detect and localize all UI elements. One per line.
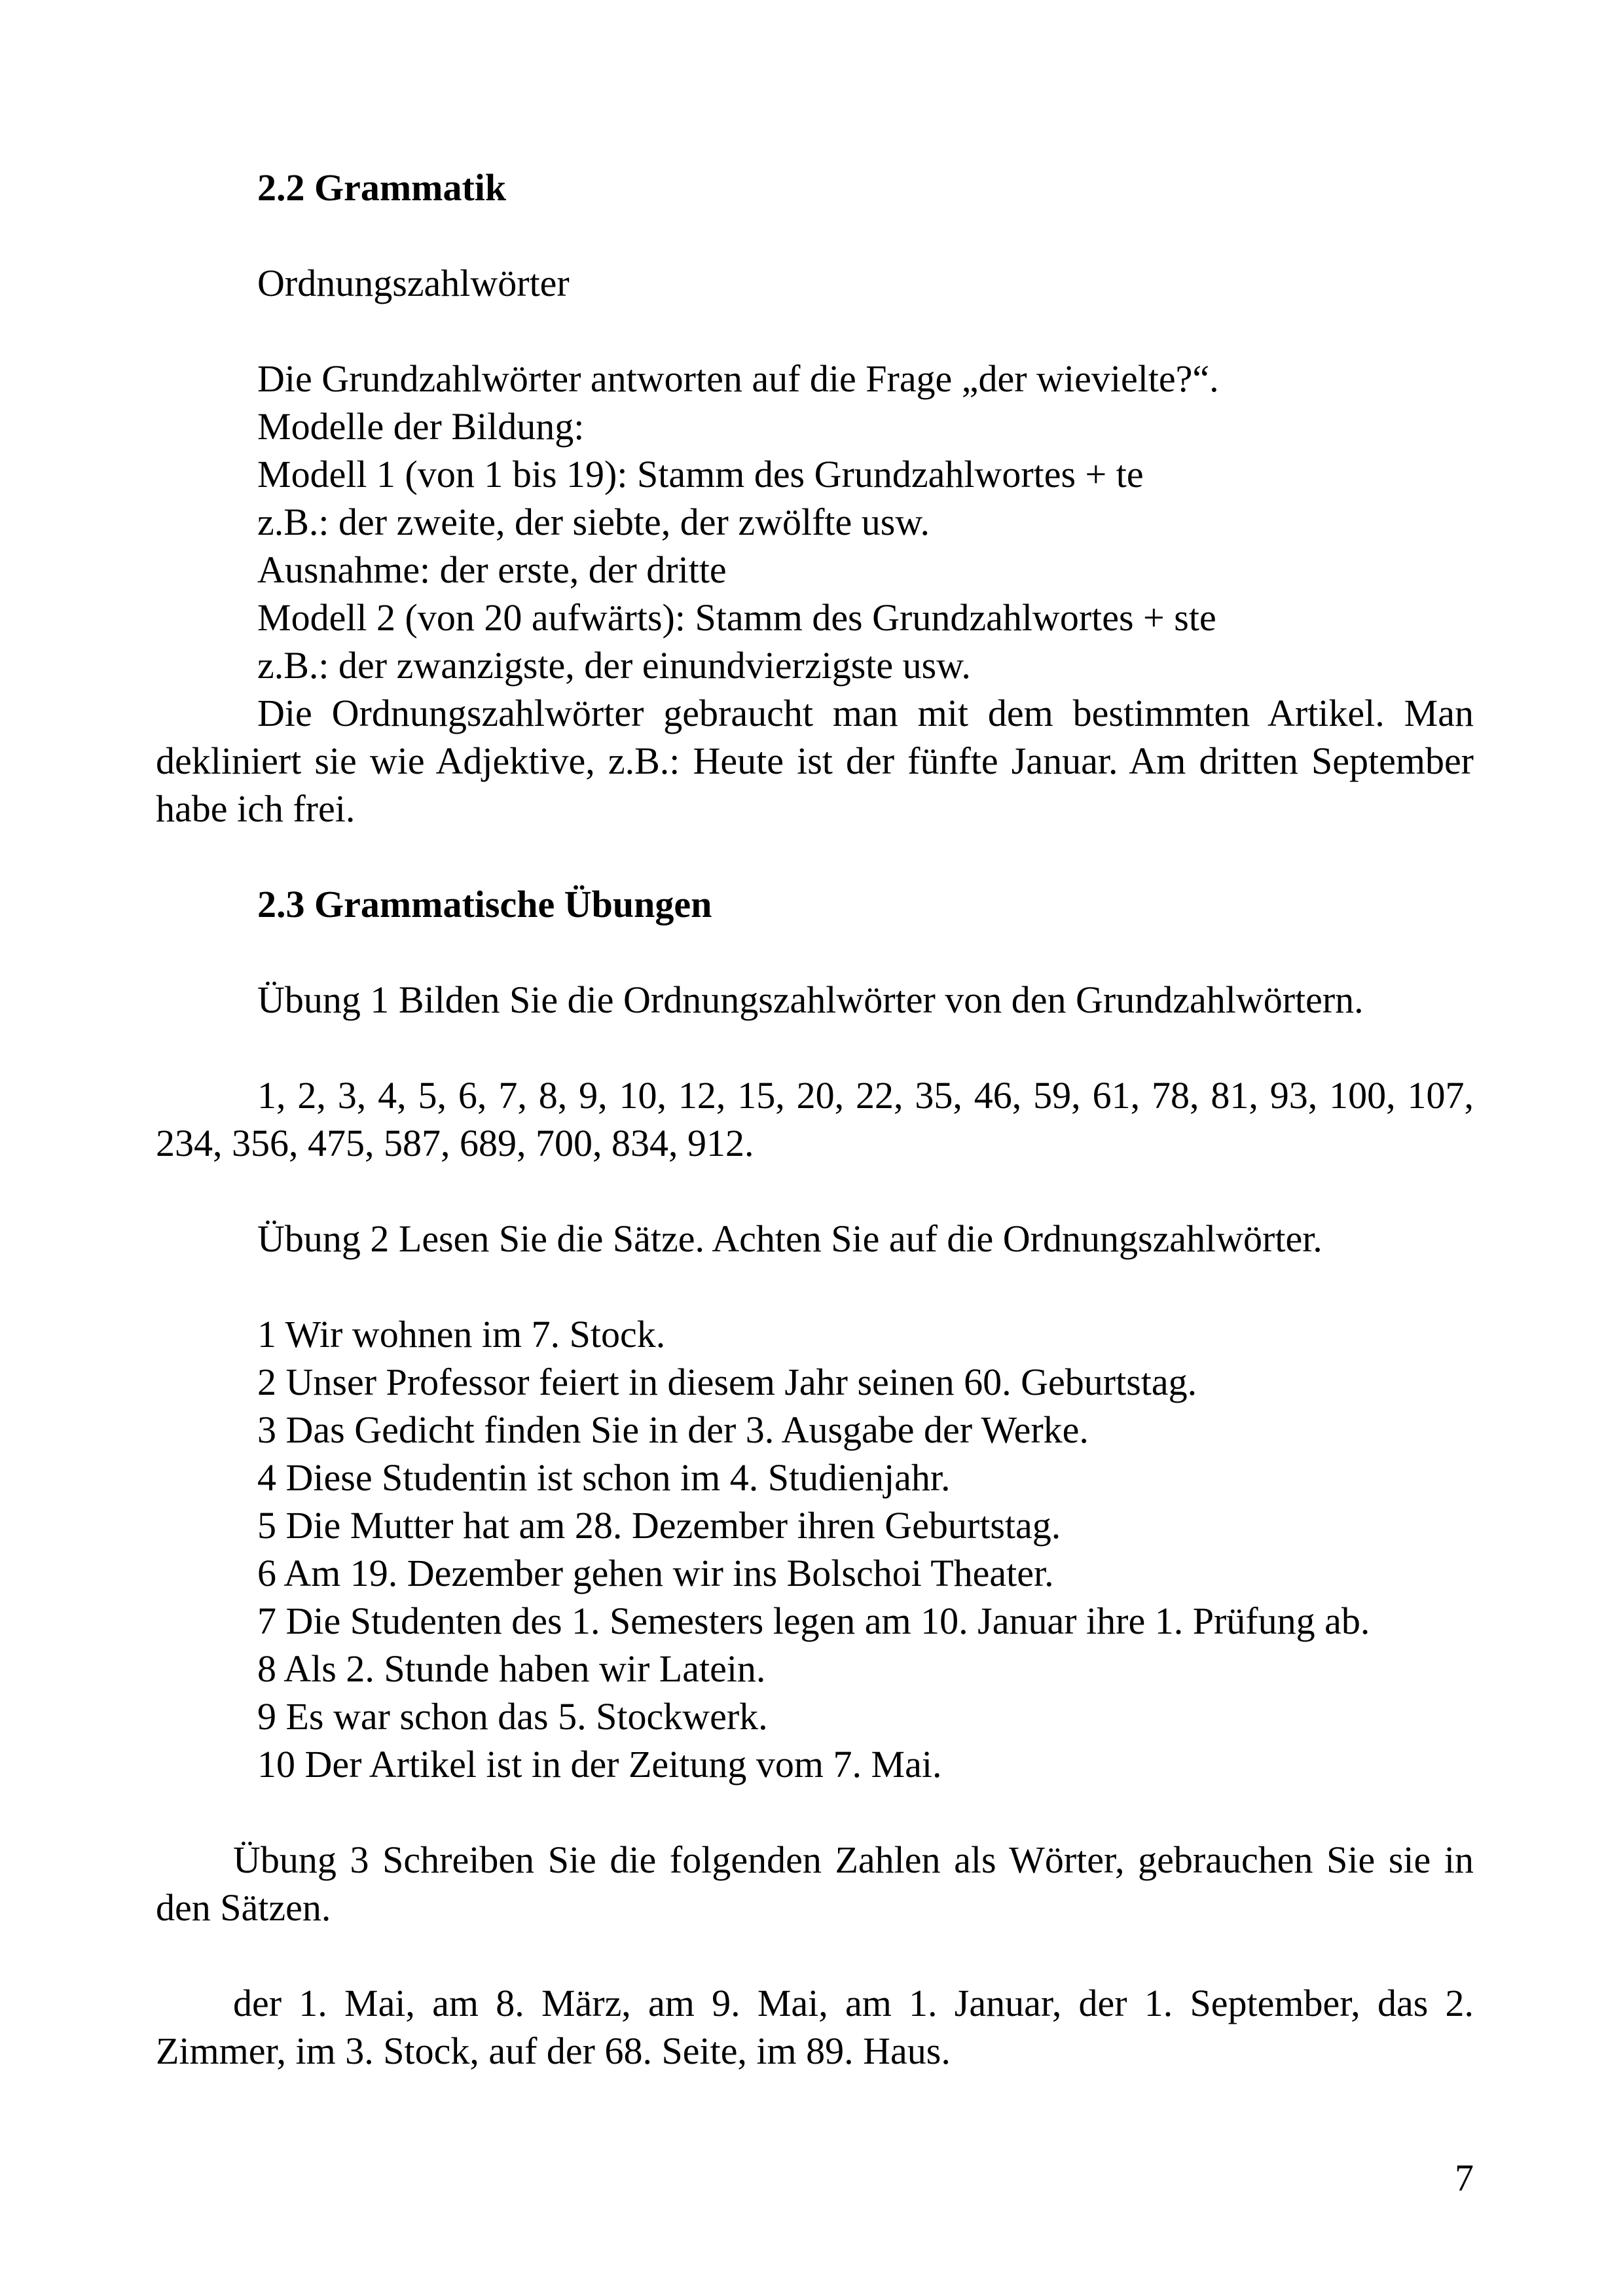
blank-line bbox=[156, 307, 1474, 355]
text-line: 1, 2, 3, 4, 5, 6, 7, 8, 9, 10, 12, 15, 20, 22, 35, 46, 59, 61, 78, 81, 93, 100, 107, bbox=[257, 1074, 1474, 1117]
text-line: 6 Am 19. Dezember gehen wir ins Bolschoi Theater. bbox=[257, 1552, 1054, 1594]
blank-line bbox=[156, 1263, 1474, 1310]
blank-line bbox=[156, 1024, 1474, 1071]
page-number: 7 bbox=[1455, 2157, 1474, 2199]
text-line: dekliniert sie wie Adjektive, z.B.: Heute ist der fünfte Januar. Am dritten September bbox=[156, 740, 1474, 782]
text-line: den Sätzen. bbox=[156, 1886, 331, 1929]
text-line: Modell 1 (von 1 bis 19): Stamm des Grundzahlwortes + te bbox=[257, 453, 1144, 495]
text-line: 234, 356, 475, 587, 689, 700, 834, 912. bbox=[156, 1122, 754, 1164]
text-line: 9 Es war schon das 5. Stockwerk. bbox=[257, 1695, 768, 1738]
text-line: Ausnahme: der erste, der dritte bbox=[257, 548, 727, 591]
text-line: Übung 1 Bilden Sie die Ordnungszahlwörter von den Grundzahlwörtern. bbox=[257, 978, 1364, 1021]
text-line: 8 Als 2. Stunde haben wir Latein. bbox=[257, 1647, 766, 1690]
text-line: Ordnungszahlwörter bbox=[257, 262, 570, 304]
blank-line bbox=[156, 1167, 1474, 1215]
text-line: z.B.: der zwanzigste, der einundvierzigste usw. bbox=[257, 644, 971, 687]
blank-line bbox=[156, 928, 1474, 976]
text-line: Modelle der Bildung: bbox=[257, 405, 585, 448]
text-line: 4 Diese Studentin ist schon im 4. Studienjahr. bbox=[257, 1456, 951, 1499]
text-line: 5 Die Mutter hat am 28. Dezember ihren Geburtstag. bbox=[257, 1504, 1061, 1547]
section-heading: 2.3 Grammatische Übungen bbox=[257, 883, 712, 925]
text-line: Übung 2 Lesen Sie die Sätze. Achten Sie auf die Ordnungszahlwörter. bbox=[257, 1217, 1322, 1260]
blank-line bbox=[156, 1788, 1474, 1836]
text-line: z.B.: der zweite, der siebte, der zwölfte usw. bbox=[257, 501, 930, 543]
text-line: Modell 2 (von 20 aufwärts): Stamm des Grundzahlwortes + ste bbox=[257, 596, 1216, 639]
text-line: 2 Unser Professor feiert in diesem Jahr seinen 60. Geburtstag. bbox=[257, 1361, 1197, 1403]
page-body bbox=[156, 164, 1474, 2075]
text-line: 1 Wir wohnen im 7. Stock. bbox=[257, 1313, 666, 1355]
blank-line bbox=[156, 211, 1474, 259]
text-line: Die Grundzahlwörter antworten auf die Frage „der wievielte?“. bbox=[257, 357, 1219, 400]
blank-line bbox=[156, 1931, 1474, 1979]
text-line: der 1. Mai, am 8. März, am 9. Mai, am 1. Januar, der 1. September, das 2. bbox=[233, 1982, 1474, 2024]
text-line: habe ich frei. bbox=[156, 787, 356, 830]
section-heading: 2.2 Grammatik bbox=[257, 166, 507, 209]
text-line: 3 Das Gedicht finden Sie in der 3. Ausgabe der Werke. bbox=[257, 1408, 1089, 1451]
text-line: Zimmer, im 3. Stock, auf der 68. Seite, im 89. Haus. bbox=[156, 2030, 951, 2072]
text-line: 7 Die Studenten des 1. Semesters legen am 10. Januar ihre 1. Prüfung ab. bbox=[257, 1600, 1370, 1642]
text-line: Übung 3 Schreiben Sie die folgenden Zahlen als Wörter, gebrauchen Sie sie in bbox=[233, 1839, 1474, 1881]
text-line: 10 Der Artikel ist in der Zeitung vom 7. Mai. bbox=[257, 1743, 942, 1785]
blank-line bbox=[156, 833, 1474, 880]
text-line: Die Ordnungszahlwörter gebraucht man mit dem bestimmten Artikel. Man bbox=[257, 692, 1474, 734]
